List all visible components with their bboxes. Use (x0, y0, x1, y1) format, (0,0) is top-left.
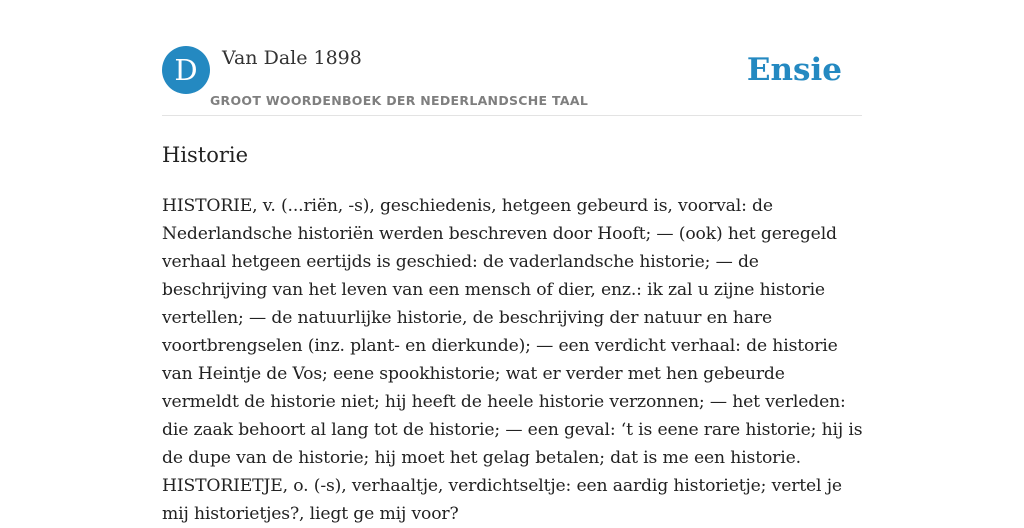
entry-title: Historie (162, 143, 249, 167)
source-title[interactable]: Van Dale 1898 (222, 47, 362, 69)
dictionary-header (162, 46, 862, 116)
source-avatar[interactable]: D (162, 46, 210, 94)
source-subtitle: GROOT WOORDENBOEK DER NEDERLANDSCHE TAAL (210, 93, 589, 108)
entry-definition: HISTORIE, v. (...riën, -s), geschiedenis, hetgeen gebeurd is, voorval: de Nederlandsche historiën werden beschreven door Hooft; — (ook) het geregeld verhaal hetgeen eertijds is geschied: de vaderlandsche historie; — de beschrijving van het leven van een mensch of dier, enz.: ik zal u zijne historie vertellen; — de natuurlijke historie, de beschrijving der natuur en hare voortbrengselen (inz. plant- en dierkunde); — een verdicht verhaal: de historie van Heintje de Vos; eene spookhistorie; wat er verder met hen gebeurde vermeldt de historie niet; hij heeft de heele historie verzonnen; — het verleden: die zaak behoort al lang tot de historie; — een geval: ‘t is eene rare historie; hij is de dupe van de historie; hij moet het gelag betalen; dat is me een historie. HISTORIETJE, o. (-s), verhaaltje, verdichtseltje: een aardig historietje; vertel je mij historietjes?, liegt ge mij voor? (162, 196, 863, 524)
ensie-logo[interactable]: Ensie (746, 52, 842, 88)
header-divider (162, 115, 862, 116)
